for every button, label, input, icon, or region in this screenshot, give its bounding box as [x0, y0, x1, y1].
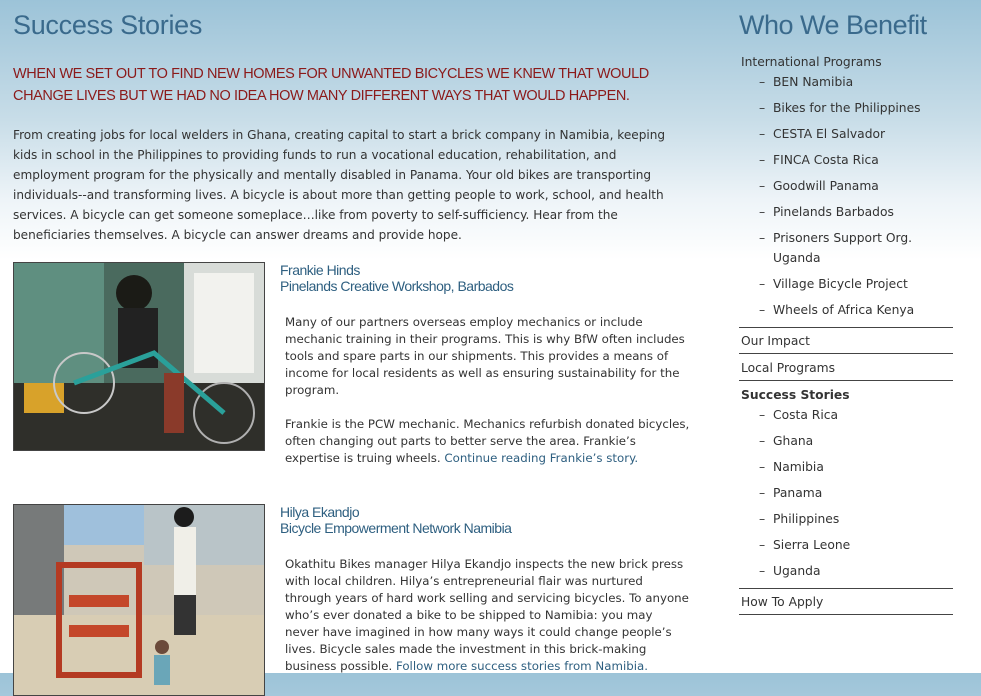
- sidebar-item[interactable]: – Sierra Leone: [759, 535, 953, 555]
- sidebar-item[interactable]: – Philippines: [759, 509, 953, 529]
- sidebar-item[interactable]: – Bikes for the Philippines: [759, 98, 953, 118]
- story-text: Frankie is the PCW mechanic. Mechanics refurbish donated bicycles, often changing out parts to better serve the area. Frankie’s expertise is truing wheels.: [285, 417, 690, 465]
- page-title: Success Stories: [13, 10, 203, 40]
- sidebar-item[interactable]: – BEN Namibia: [759, 72, 953, 92]
- sidebar-item[interactable]: – CESTA El Salvador: [759, 124, 953, 144]
- nav-label: How To Apply: [741, 595, 824, 609]
- follow-stories-link[interactable]: Follow more success stories from Namibia.: [395, 659, 648, 673]
- sidebar-item[interactable]: – Uganda: [759, 561, 953, 581]
- intro-text: From creating jobs for local welders in Ghana, creating capital to start a brick company in Namibia, keeping kids in school in the Philippines to providing funds to run a vocational education, rehabilitation, and employment program for the physically and mentally disabled in Panama. Your old bikes are transporting individuals--and transforming lives. A bicycle is about more than getting people to work, school, and health services. A bicycle can get someone someplace…like from poverty to self-sufficiency. Hear from the beneficiaries themselves. A bicycle can answer dreams and provide hope.: [13, 128, 666, 242]
- headline: WHEN WE SET OUT TO FIND NEW HOMES FOR UNWANTED BICYCLES WE KNEW THAT WOULD CHANGE LIVES BUT WE HAD NO IDEA HOW MANY DIFFERENT WAYS THAT WOULD HAPPEN.: [13, 66, 649, 104]
- sidebar-item[interactable]: – Namibia: [759, 457, 953, 477]
- sidebar-item[interactable]: – Panama: [759, 483, 953, 503]
- story-paragraph: Many of our partners overseas employ mechanics or include mechanic training in their programs. This is why BfW often includes tools and spare parts in our shipments. This provides a means of income for local residents as well as ensuring sustainability for the program.: [285, 315, 685, 397]
- nav-label: Local Programs: [741, 361, 836, 375]
- story-org: Bicycle Empowerment Network Namibia: [280, 520, 512, 536]
- sidebar-item[interactable]: – Village Bicycle Project: [759, 274, 953, 294]
- nav-label: Our Impact: [741, 334, 810, 348]
- hilya-photo: [13, 504, 265, 696]
- nav-our-impact[interactable]: [739, 328, 953, 354]
- sidebar-item[interactable]: – Pinelands Barbados: [759, 202, 953, 222]
- sidebar-title: Who We Benefit: [739, 10, 927, 40]
- story-name: Hilya Ekandjo: [280, 504, 360, 520]
- nav-local-programs[interactable]: [739, 354, 953, 381]
- story-body: [285, 556, 690, 692]
- sidebar-item[interactable]: – Costa Rica: [759, 405, 953, 425]
- story-heading: [280, 262, 513, 294]
- nav-success-stories[interactable]: [739, 381, 953, 402]
- countries-list: [739, 405, 953, 589]
- sidebar-item[interactable]: – Ghana: [759, 431, 953, 451]
- sidebar-item[interactable]: – Wheels of Africa Kenya: [759, 300, 953, 320]
- story-paragraph: [285, 556, 690, 675]
- story-body: [285, 314, 690, 484]
- sidebar-item[interactable]: – FINCA Costa Rica: [759, 150, 953, 170]
- nav-how-to-apply[interactable]: [739, 589, 953, 615]
- programs-list: [739, 72, 953, 328]
- sidebar: [739, 0, 953, 615]
- story-name: Frankie Hinds: [280, 262, 360, 278]
- story-paragraph: [285, 416, 690, 467]
- story-heading: [280, 504, 511, 536]
- main-content: [13, 0, 693, 673]
- frankie-photo: [13, 262, 265, 451]
- sidebar-item[interactable]: – Prisoners Support Org. Uganda: [759, 228, 953, 268]
- continue-reading-link[interactable]: Continue reading Frankie’s story.: [444, 451, 639, 465]
- nav-label: Success Stories: [741, 388, 850, 402]
- sidebar-item[interactable]: – Goodwill Panama: [759, 176, 953, 196]
- story-org: Pinelands Creative Workshop, Barbados: [280, 278, 514, 294]
- nav-international-programs[interactable]: [739, 55, 953, 69]
- story-text: Okathitu Bikes manager Hilya Ekandjo inspects the new brick press with local children. Hilya’s entrepreneurial flair was nurtured through years of hard work selling and servicing bicycles. To anyone who’s ever donated a bike to be shipped to Namibia: you may never have imagined in how many ways it could change people’s lives. Bicycle sales made the investment in this brick-making business possible.: [285, 557, 689, 673]
- nav-label: International Programs: [741, 55, 882, 69]
